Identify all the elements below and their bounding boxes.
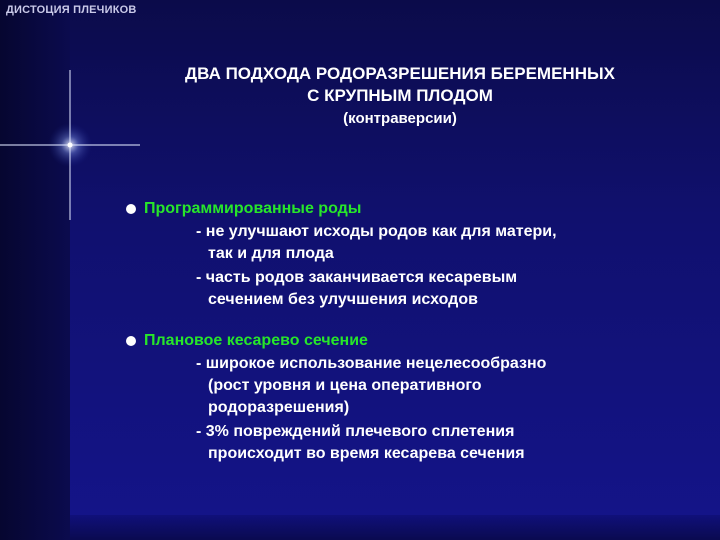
sub-item-line: так и для плода <box>208 245 334 262</box>
bullet-dot-icon <box>126 336 136 346</box>
bottom-decor-band <box>70 515 720 540</box>
bullet-title: Программированные роды <box>144 200 362 217</box>
bullet-header <box>126 198 686 219</box>
sub-item-line: сечением без улучшения исходов <box>208 291 478 308</box>
bullet-programmed-labor <box>126 198 686 311</box>
bullet-header <box>126 330 686 351</box>
title-line-1: ДВА ПОДХОДА РОДОРАЗРЕШЕНИЯ БЕРЕМЕННЫХ <box>185 64 615 83</box>
sub-item-line: происходит во время кесарева сечения <box>208 445 525 462</box>
sub-item-line: - не улучшают исходы родов как для матери, <box>196 223 557 240</box>
sparkle-star-icon <box>0 70 140 220</box>
slide-title <box>120 63 680 130</box>
bullet-dot-icon <box>126 204 136 214</box>
sub-item-line: - широкое использование нецелесообразно <box>196 355 547 372</box>
sub-item-line: (рост уровня и цена оперативного <box>208 377 482 394</box>
header-label: ДИСТОЦИЯ ПЛЕЧИКОВ <box>6 4 137 16</box>
sub-item <box>196 421 686 465</box>
sub-item <box>196 221 686 265</box>
sub-item <box>196 267 686 311</box>
bullet-title: Плановое кесарево сечение <box>144 332 368 349</box>
sub-item <box>196 353 686 419</box>
sub-item-line: родоразрешения) <box>208 399 350 416</box>
sub-item-line: - 3% повреждений плечевого сплетения <box>196 423 515 440</box>
sub-item-line: - часть родов заканчивается кесаревым <box>196 269 518 286</box>
title-subtitle: (контраверсии) <box>343 110 457 127</box>
bullet-planned-cesarean <box>126 330 686 465</box>
title-line-2: С КРУПНЫМ ПЛОДОМ <box>307 86 493 105</box>
